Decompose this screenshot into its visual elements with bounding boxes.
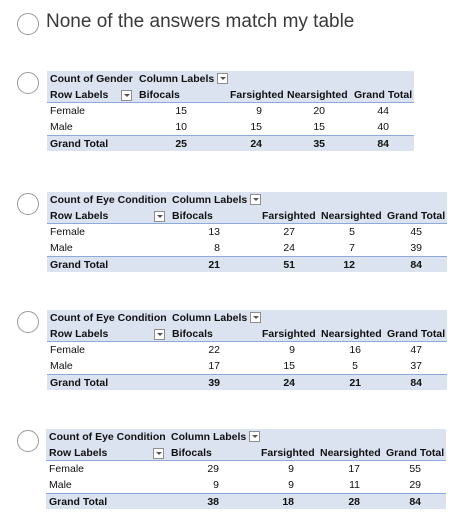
column-labels-dropdown-icon[interactable] <box>250 312 261 323</box>
cell-value: 17 <box>348 463 360 475</box>
cell-value: 9 <box>213 479 219 491</box>
row-labels-header: Row Labels <box>50 89 109 101</box>
count-label: Count of Eye Condition <box>49 431 166 443</box>
option-none-label: None of the answers match my table <box>46 11 355 32</box>
grand-total-row <box>47 374 447 390</box>
table-row <box>47 358 447 374</box>
radio-option-none[interactable] <box>17 13 39 35</box>
pivot-table-2 <box>47 192 447 272</box>
cell-value: 10 <box>175 121 187 133</box>
total-value: 84 <box>409 496 421 508</box>
total-value: 25 <box>175 138 187 150</box>
cell-value: 16 <box>349 344 361 356</box>
cell-value: 15 <box>175 105 187 117</box>
cell-value: 29 <box>409 479 421 491</box>
cell-value: 17 <box>208 360 220 372</box>
cell-value: 22 <box>208 344 220 356</box>
total-value: 35 <box>313 138 325 150</box>
cell-value: 5 <box>352 360 358 372</box>
pivot-header-row <box>46 429 446 445</box>
cell-value: 39 <box>410 242 422 254</box>
col-header-bifocals: Bifocals <box>171 447 212 459</box>
cell-value: 47 <box>410 344 422 356</box>
row-label: Female <box>50 344 86 356</box>
row-labels-header: Row Labels <box>50 328 109 340</box>
total-value: 51 <box>283 259 295 271</box>
col-header-farsighted: Farsighted <box>262 328 316 340</box>
total-value: 84 <box>410 259 422 271</box>
column-labels-dropdown-icon[interactable] <box>217 73 228 84</box>
col-header-bifocals: Bifocals <box>172 328 213 340</box>
row-labels-header: Row Labels <box>49 447 108 459</box>
pivot-column-header-row <box>47 208 447 224</box>
col-header-nearsighted: Nearsighted <box>320 447 381 459</box>
cell-value: 15 <box>250 121 262 133</box>
grand-total-row <box>46 493 446 509</box>
pivot-column-header-row <box>46 445 446 461</box>
col-header-bifocals: Bifocals <box>139 89 180 101</box>
col-header-grand-total: Grand Total <box>387 328 446 340</box>
radio-option-4[interactable] <box>17 430 39 452</box>
cell-value: 15 <box>283 360 295 372</box>
cell-value: 9 <box>256 105 262 117</box>
total-value: 84 <box>377 138 389 150</box>
col-header-farsighted: Farsighted <box>262 210 316 222</box>
col-header-grand-total: Grand Total <box>386 447 445 459</box>
cell-value: 9 <box>288 479 294 491</box>
cell-value: 20 <box>313 105 325 117</box>
table-row <box>47 103 414 119</box>
col-header-bifocals: Bifocals <box>172 210 213 222</box>
cell-value: 15 <box>313 121 325 133</box>
grand-total-label: Grand Total <box>50 259 109 271</box>
row-label: Female <box>50 105 86 117</box>
grand-total-row <box>47 256 447 272</box>
pivot-header-row <box>47 71 414 87</box>
total-value: 84 <box>410 377 422 389</box>
column-labels-header: Column Labels <box>172 310 261 326</box>
total-value: 21 <box>208 259 220 271</box>
col-header-farsighted: Farsighted <box>261 447 315 459</box>
cell-value: 8 <box>214 242 220 254</box>
count-label: Count of Eye Condition <box>50 194 167 206</box>
row-labels-dropdown-icon[interactable] <box>154 211 165 222</box>
table-row <box>47 224 447 240</box>
cell-value: 44 <box>377 105 389 117</box>
cell-value: 45 <box>410 226 422 238</box>
cell-value: 55 <box>409 463 421 475</box>
total-value: 24 <box>283 377 295 389</box>
col-header-grand-total: Grand Total <box>354 89 413 101</box>
count-label: Count of Eye Condition <box>50 312 167 324</box>
column-labels-header: Column Labels <box>172 192 261 208</box>
col-header-farsighted: Farsighted <box>230 89 284 101</box>
cell-value: 24 <box>283 242 295 254</box>
total-value: 24 <box>250 138 262 150</box>
pivot-table-1 <box>47 71 414 151</box>
table-row <box>46 461 446 477</box>
cell-value: 37 <box>410 360 422 372</box>
column-labels-dropdown-icon[interactable] <box>249 431 260 442</box>
table-row <box>47 342 447 358</box>
total-value: 12 <box>343 259 355 271</box>
grand-total-label: Grand Total <box>50 138 109 150</box>
pivot-header-row <box>47 310 447 326</box>
column-labels-header: Column Labels <box>171 429 260 445</box>
table-row <box>46 477 446 493</box>
cell-value: 11 <box>349 479 360 491</box>
col-header-nearsighted: Nearsighted <box>321 210 382 222</box>
pivot-column-header-row <box>47 87 414 103</box>
col-header-grand-total: Grand Total <box>387 210 446 222</box>
cell-value: 40 <box>377 121 389 133</box>
row-label: Female <box>49 463 85 475</box>
cell-value: 9 <box>288 463 294 475</box>
row-label: Male <box>50 121 73 133</box>
total-value: 38 <box>207 496 219 508</box>
row-labels-header: Row Labels <box>50 210 109 222</box>
row-label: Female <box>50 226 86 238</box>
col-header-nearsighted: Nearsighted <box>287 89 348 101</box>
cell-value: 7 <box>349 242 355 254</box>
cell-value: 13 <box>208 226 220 238</box>
row-label: Male <box>49 479 72 491</box>
row-labels-dropdown-icon[interactable] <box>154 329 165 340</box>
grand-total-label: Grand Total <box>49 496 108 508</box>
row-label: Male <box>50 360 73 372</box>
pivot-table-3 <box>47 310 447 390</box>
pivot-header-row <box>47 192 447 208</box>
radio-option-1[interactable] <box>17 72 39 94</box>
row-labels-dropdown-icon[interactable] <box>121 90 132 101</box>
total-value: 28 <box>348 496 360 508</box>
cell-value: 29 <box>207 463 219 475</box>
count-label: Count of Gender <box>50 73 133 85</box>
row-label: Male <box>50 242 73 254</box>
column-labels-header: Column Labels <box>139 71 228 87</box>
total-value: 39 <box>208 377 220 389</box>
grand-total-label: Grand Total <box>50 377 109 389</box>
col-header-nearsighted: Nearsighted <box>321 328 382 340</box>
pivot-column-header-row <box>47 326 447 342</box>
total-value: 18 <box>282 496 294 508</box>
column-labels-dropdown-icon[interactable] <box>250 194 261 205</box>
table-row <box>47 119 414 135</box>
pivot-table-4 <box>46 429 446 509</box>
grand-total-row <box>47 135 414 151</box>
row-labels-dropdown-icon[interactable] <box>153 448 164 459</box>
radio-option-3[interactable] <box>17 311 39 333</box>
radio-option-2[interactable] <box>17 193 39 215</box>
total-value: 21 <box>349 377 361 389</box>
cell-value: 9 <box>289 344 295 356</box>
cell-value: 27 <box>283 226 295 238</box>
table-row <box>47 240 447 256</box>
cell-value: 5 <box>349 226 355 238</box>
